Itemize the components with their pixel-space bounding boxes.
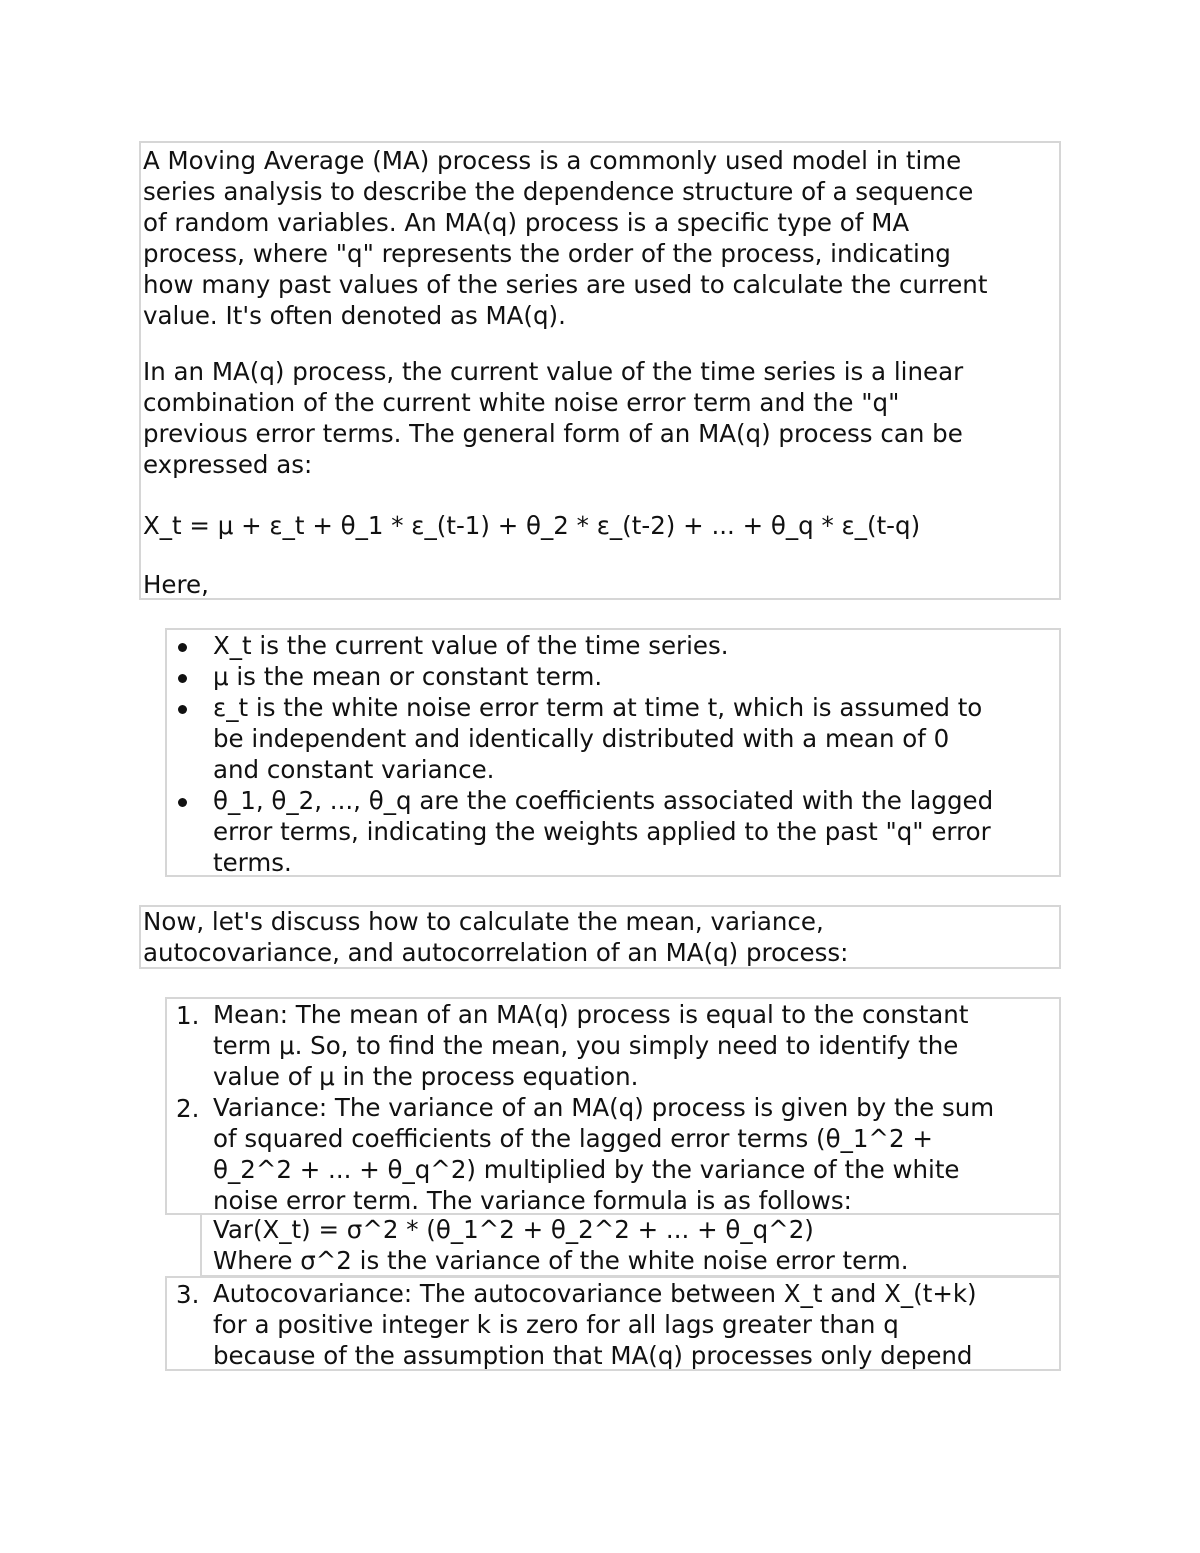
intro-section xyxy=(139,141,1061,600)
text-line: value. It's often denoted as MA(q). xyxy=(143,301,566,330)
text-line: and constant variance. xyxy=(213,755,495,784)
text-line: X_t is the current value of the time series. xyxy=(213,631,729,660)
bullet-icon xyxy=(178,798,187,807)
intro-paragraph-1 xyxy=(143,146,987,332)
text-line: Var(X_t) = σ^2 * (θ_1^2 + θ_2^2 + ... + θ_q^2) xyxy=(213,1215,814,1244)
here-label: Here, xyxy=(143,570,209,599)
item-number: 2. xyxy=(176,1094,200,1123)
numbered-list-continued xyxy=(165,1276,1061,1371)
text-line: process, where "q" represents the order of the process, indicating xyxy=(143,239,951,268)
text-line: terms. xyxy=(213,848,292,877)
text-line: value of μ in the process equation. xyxy=(213,1062,639,1091)
text-line: Variance: The variance of an MA(q) process is given by the sum xyxy=(213,1093,995,1122)
text-line: combination of the current white noise error term and the "q" xyxy=(143,388,900,417)
intro-paragraph-2 xyxy=(143,357,963,481)
definitions-list xyxy=(165,628,1061,877)
bullet-icon xyxy=(178,674,187,683)
text-line: Now, let's discuss how to calculate the mean, variance, xyxy=(143,907,824,936)
item-number: 3. xyxy=(176,1280,200,1309)
item-number: 1. xyxy=(176,1001,200,1030)
text-line: series analysis to describe the dependence structure of a sequence xyxy=(143,177,974,206)
text-line: noise error term. The variance formula is as follows: xyxy=(213,1186,852,1215)
text-line: autocovariance, and autocorrelation of an MA(q) process: xyxy=(143,938,849,967)
text-line: θ_2^2 + ... + θ_q^2) multiplied by the variance of the white xyxy=(213,1155,960,1184)
text-line: of random variables. An MA(q) process is a specific type of MA xyxy=(143,208,910,237)
text-line: In an MA(q) process, the current value of the time series is a linear xyxy=(143,357,964,386)
text-line: θ_1, θ_2, ..., θ_q are the coefficients associated with the lagged xyxy=(213,786,994,815)
variance-formula xyxy=(200,1213,1061,1277)
ma-equation: X_t = μ + ε_t + θ_1 * ε_(t-1) + θ_2 * ε_(t-2) + ... + θ_q * ε_(t-q) xyxy=(143,511,921,540)
text-line: A Moving Average (MA) process is a commonly used model in time xyxy=(143,146,962,175)
text-line: how many past values of the series are used to calculate the current xyxy=(143,270,988,299)
bullet-icon xyxy=(178,705,187,714)
text-line: expressed as: xyxy=(143,450,313,479)
text-line: for a positive integer k is zero for all lags greater than q xyxy=(213,1310,899,1339)
text-line: because of the assumption that MA(q) processes only depend xyxy=(213,1341,973,1370)
text-line: ε_t is the white noise error term at time t, which is assumed to xyxy=(213,693,983,722)
text-line: Where σ^2 is the variance of the white noise error term. xyxy=(213,1246,909,1275)
text-line: of squared coefficients of the lagged error terms (θ_1^2 + xyxy=(213,1124,933,1153)
text-line: Autocovariance: The autocovariance between X_t and X_(t+k) xyxy=(213,1279,977,1308)
text-line: previous error terms. The general form of an MA(q) process can be xyxy=(143,419,963,448)
numbered-list xyxy=(165,997,1061,1215)
text-line: term μ. So, to find the mean, you simply need to identify the xyxy=(213,1031,959,1060)
text-line: μ is the mean or constant term. xyxy=(213,662,603,691)
discussion-section xyxy=(139,905,1061,969)
text-line: Mean: The mean of an MA(q) process is equal to the constant xyxy=(213,1000,969,1029)
bullet-icon xyxy=(178,643,187,652)
text-line: be independent and identically distributed with a mean of 0 xyxy=(213,724,950,753)
text-line: error terms, indicating the weights applied to the past "q" error xyxy=(213,817,991,846)
